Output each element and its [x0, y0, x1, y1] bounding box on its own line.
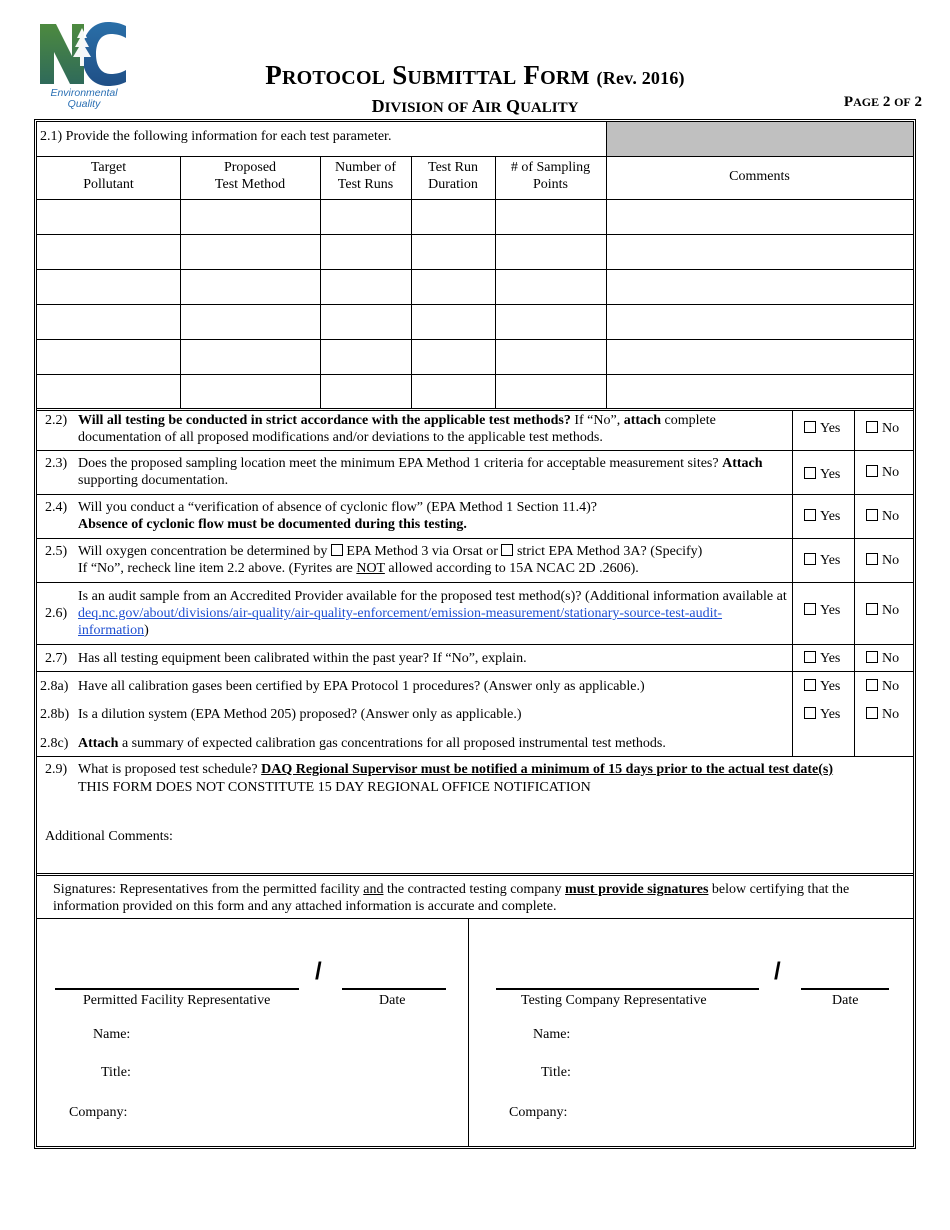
q28a-text: Have all calibration gases been certified by EPA Protocol 1 procedures? (Answer only as applicable.): [78, 679, 645, 694]
testing-company-company-field[interactable]: [577, 1100, 897, 1122]
facility-representative-label: Permitted Facility Representative: [83, 993, 271, 1008]
col-header-sampling-points: # of Sampling Points: [510, 160, 591, 192]
q23-text: Does the proposed sampling location meet the minimum EPA Method 1 criteria for acceptable measurement sites? Attach supporting documentation.: [78, 456, 763, 488]
facility-date-line[interactable]: [342, 988, 446, 990]
form-revision: (Rev. 2016): [596, 68, 685, 88]
q25-yes-checkbox[interactable]: Yes: [804, 552, 840, 569]
additional-comments-label: Additional Comments:: [45, 829, 173, 844]
testing-company-date-label: Date: [832, 993, 859, 1008]
q29-notice: THIS FORM DOES NOT CONSTITUTE 15 DAY REGIONAL OFFICE NOTIFICATION: [78, 780, 591, 795]
q26-yes-checkbox[interactable]: Yes: [804, 602, 840, 619]
q22-yes-checkbox[interactable]: Yes: [804, 420, 840, 437]
division-name: DIVISION OF AIR QUALITY: [371, 96, 579, 116]
q25-text: Will oxygen concentration be determined by EPA Method 3 via Orsat or strict EPA Method 3A? (Specify) If “No”, recheck line item 2.2 above. (Fyrites are NOT allowed according to 15A NCAC 2D .2606).: [78, 544, 703, 576]
q25-no-checkbox[interactable]: No: [866, 552, 899, 569]
facility-name-field[interactable]: [137, 1022, 457, 1044]
q23-no-checkbox[interactable]: No: [866, 464, 899, 481]
col-header-number-of-test-runs: Number of Test Runs: [334, 160, 397, 192]
additional-comments-field[interactable]: [197, 822, 907, 862]
grey-shaded-cell: [606, 122, 913, 156]
facility-date-label: Date: [379, 993, 406, 1008]
form-title: PROTOCOL SUBMITTAL FORM (Rev. 2016): [265, 60, 685, 90]
logo-line1: Environmental: [50, 87, 118, 99]
q25-number: 2.5): [45, 544, 68, 559]
q28a-yes-checkbox[interactable]: Yes: [804, 678, 840, 695]
q21-instruction: 2.1) Provide the following information for each test parameter.: [40, 129, 392, 144]
q23-yes-checkbox[interactable]: Yes: [804, 466, 840, 483]
q23-number: 2.3): [45, 456, 68, 471]
q27-number: 2.7): [45, 651, 68, 666]
facility-company-field[interactable]: [137, 1100, 457, 1122]
q24-number: 2.4): [45, 500, 68, 515]
col-header-test-run-duration: Test Run Duration: [428, 160, 478, 192]
testing-company-date-line[interactable]: [801, 988, 889, 990]
q27-no-checkbox[interactable]: No: [866, 650, 899, 667]
testing-company-company-label: Company:: [509, 1105, 568, 1120]
testing-company-title-field[interactable]: [577, 1060, 897, 1082]
q27-yes-checkbox[interactable]: Yes: [804, 650, 840, 667]
audit-information-link[interactable]: deq.nc.gov/about/divisions/air-quality/air-quality-enforcement/emission-measurement/stationary-source-test-audit-information: [78, 606, 723, 638]
table-row[interactable]: [37, 374, 913, 408]
q29-number: 2.9): [45, 762, 68, 777]
signatures-statement: Signatures: Representatives from the permitted facility and the contracted testing company must provide signatures below certifying that the information provided on this form and any attached information is accurate and complete.: [53, 882, 850, 914]
facility-signature-line[interactable]: [55, 988, 299, 990]
page-number: PAGE 2 OF 2: [843, 94, 922, 110]
facility-name-label: Name:: [93, 1027, 131, 1042]
q22-text: Will all testing be conducted in strict accordance with the applicable test methods? If “No”, attach complete documentation of all proposed modifications and/or deviations to the applicable test methods.: [78, 413, 716, 445]
q28a-number: 2.8a): [40, 679, 69, 694]
q28c-number: 2.8c): [40, 736, 69, 751]
testing-company-name-label: Name:: [533, 1027, 571, 1042]
testing-company-signature-line[interactable]: [496, 988, 759, 990]
q24-text: Will you conduct a “verification of absence of cyclonic flow” (EPA Method 1 Section 11.4)? Absence of cyclonic flow must be documented during this testing.: [78, 500, 597, 532]
testing-company-title-label: Title:: [541, 1065, 571, 1080]
logo-line2: Quality: [67, 98, 101, 110]
col-header-comments: Comments: [729, 169, 790, 184]
q26-number: 2.6): [45, 606, 68, 621]
facility-title-label: Title:: [101, 1065, 131, 1080]
testing-company-name-field[interactable]: [577, 1022, 897, 1044]
q24-yes-checkbox[interactable]: Yes: [804, 508, 840, 525]
q29-text: What is proposed test schedule? DAQ Regional Supervisor must be notified a minimum of 15 days prior to the actual test date(s): [78, 762, 834, 777]
facility-company-label: Company:: [69, 1105, 128, 1120]
q22-number: 2.2): [45, 413, 68, 428]
col-header-proposed-test-method: Proposed Test Method: [214, 160, 286, 192]
q26-no-checkbox[interactable]: No: [866, 602, 899, 619]
q28b-number: 2.8b): [40, 707, 70, 722]
q27-text: Has all testing equipment been calibrated within the past year? If “No”, explain.: [78, 651, 527, 666]
q22-no-checkbox[interactable]: No: [866, 420, 899, 437]
form-frame: [34, 119, 916, 1149]
q28b-text: Is a dilution system (EPA Method 205) proposed? (Answer only as applicable.): [78, 707, 522, 722]
facility-title-field[interactable]: [137, 1060, 457, 1082]
q25-method3a-checkbox[interactable]: [501, 544, 513, 556]
table-row[interactable]: [37, 199, 913, 234]
testing-company-representative-label: Testing Company Representative: [521, 993, 707, 1008]
table-row[interactable]: [37, 234, 913, 269]
q28c-text: Attach a summary of expected calibration gas concentrations for all proposed instrumental test methods.: [78, 736, 666, 751]
table-row[interactable]: [37, 339, 913, 374]
table-row[interactable]: [37, 304, 913, 339]
q28b-no-checkbox[interactable]: No: [866, 706, 899, 723]
q26-text: Is an audit sample from an Accredited Provider available for the proposed test method(s)? (Additional information available at deq.nc.gov/about/divisions/air-quality/air-quality-enforcement/emission-measurement/stationary-source-test-audit-information): [78, 589, 787, 638]
col-header-target-pollutant: Target Pollutant: [83, 160, 134, 192]
q28b-yes-checkbox[interactable]: Yes: [804, 706, 840, 723]
table-row[interactable]: [37, 269, 913, 304]
signature-date-separator: /: [774, 958, 781, 985]
q25-method3-orsat-checkbox[interactable]: [331, 544, 343, 556]
q24-no-checkbox[interactable]: No: [866, 508, 899, 525]
signature-date-separator: /: [315, 958, 322, 985]
q28a-no-checkbox[interactable]: No: [866, 678, 899, 695]
